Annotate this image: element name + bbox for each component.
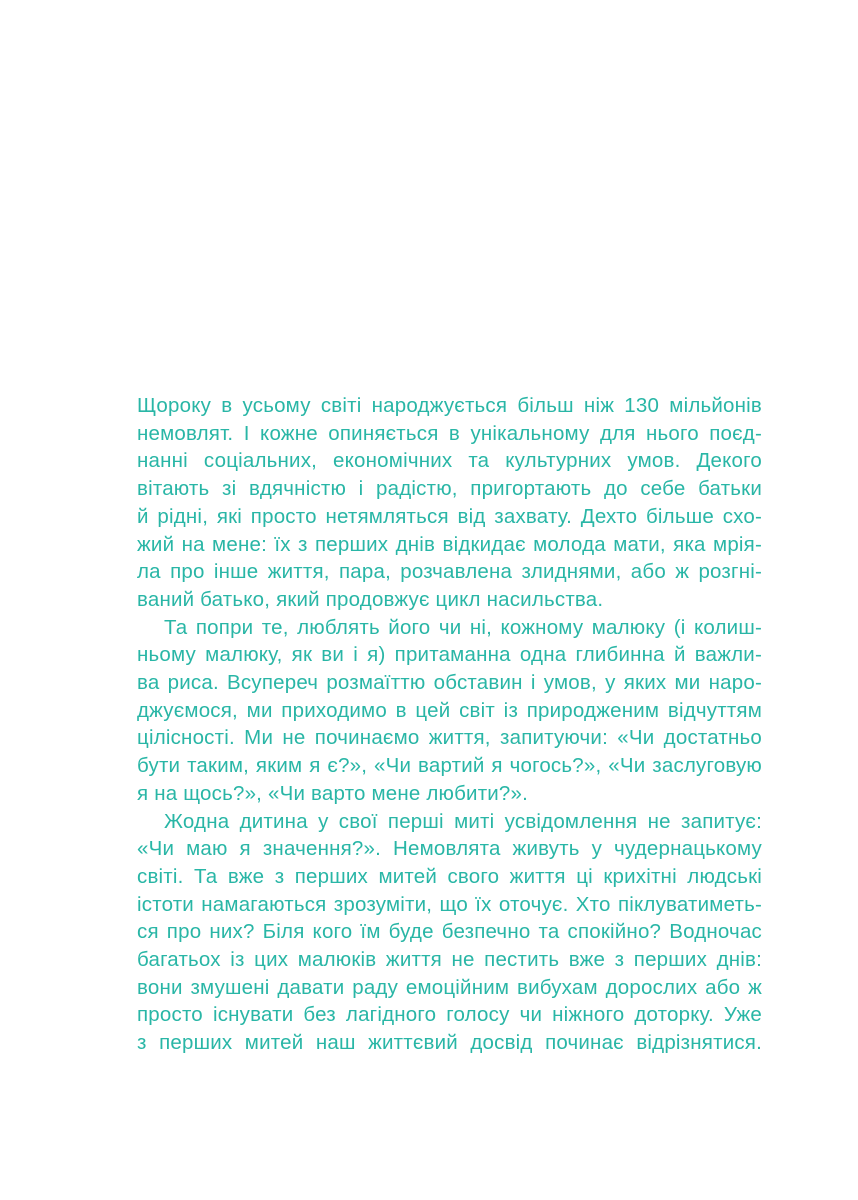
text-line: немовлят. І кожне опиняється в унікальному для нього поєд- bbox=[137, 421, 762, 445]
text-line: цілісності. Ми не починаємо життя, запитуючи: «Чи достатньо bbox=[137, 726, 762, 750]
text-line: вітають зі вдячністю і радістю, пригортають до себе батьки bbox=[137, 477, 762, 501]
text-line: «Чи маю я значення?». Немовлята живуть у чудернацькому bbox=[137, 837, 762, 861]
text-line: нанні соціальних, економічних та культурних умов. Декого bbox=[137, 449, 762, 473]
text-line: просто існувати без лагідного голосу чи ніжного доторку. Уже bbox=[137, 1003, 762, 1027]
text-line: багатьох із цих малюків життя не пестить вже з перших днів: bbox=[137, 948, 762, 972]
text-line: ва риса. Всупереч розмаїттю обставин і умов, у яких ми наро- bbox=[137, 671, 762, 695]
text-line: Та попри те, люблять його чи ні, кожному малюку (і колиш- bbox=[164, 615, 762, 639]
text-line: ся про них? Біля кого їм буде безпечно та спокійно? Водночас bbox=[137, 920, 762, 944]
text-line: з перших митей наш життєвий досвід починає відрізнятися. bbox=[137, 1031, 762, 1055]
body-text bbox=[137, 392, 762, 1057]
text-line: джуємося, ми приходимо в цей світ із природженим відчуттям bbox=[137, 698, 762, 722]
text-line: бути таким, яким я є?», «Чи вартий я чогось?», «Чи заслуговую bbox=[137, 754, 762, 778]
text-line: світі. Та вже з перших митей свого життя ці крихітні людські bbox=[137, 864, 762, 888]
text-line: Щороку в усьому світі народжується більш ніж 130 мільйонів bbox=[137, 394, 762, 417]
text-line: істоти намагаються зрозуміти, що їх оточує. Хто піклуватиметь- bbox=[137, 892, 762, 916]
text-line: ньому малюку, як ви і я) притаманна одна глибинна й важли- bbox=[137, 643, 762, 667]
text-line: вони змушені давати раду емоційним вибухам дорослих або ж bbox=[137, 975, 762, 999]
text-line: ла про інше життя, пара, розчавлена злиднями, або ж розгні- bbox=[137, 560, 762, 584]
text-line: й рідні, які просто нетямляться від захвату. Дехто більше схо- bbox=[137, 504, 762, 528]
text-line: Жодна дитина у свої перші миті усвідомлення не запитує: bbox=[164, 809, 762, 833]
text-line: ваний батько, який продовжує цикл насильства. bbox=[137, 587, 604, 611]
text-line: я на щось?», «Чи варто мене любити?». bbox=[137, 781, 529, 805]
text-line: жий на мене: їх з перших днів відкидає молода мати, яка мрія- bbox=[137, 532, 762, 556]
